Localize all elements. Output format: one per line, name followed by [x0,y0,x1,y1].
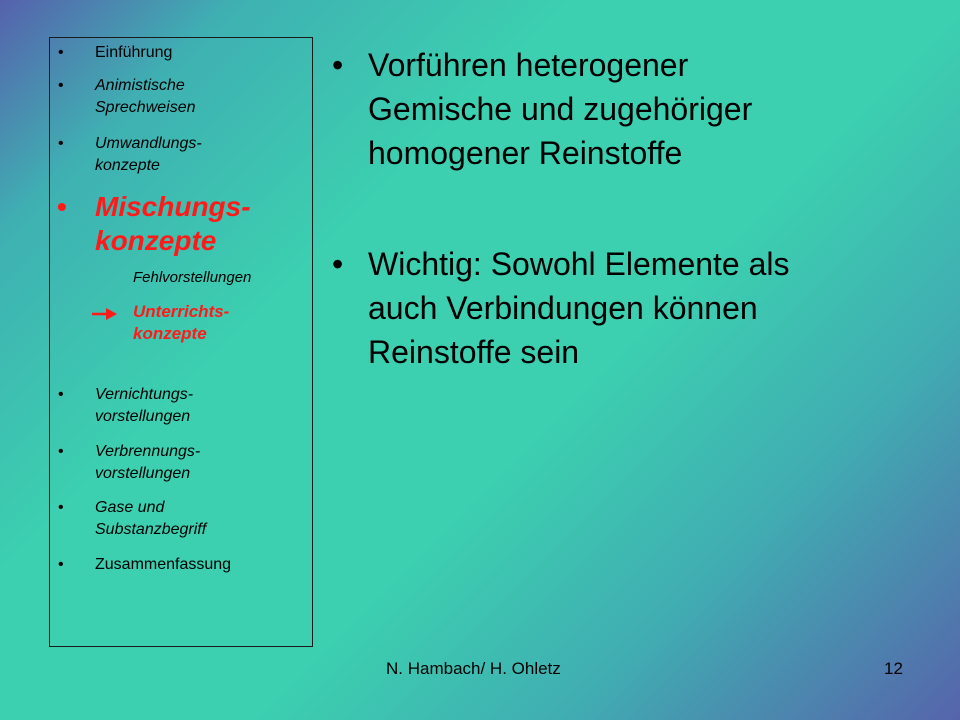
bullet-icon: • [58,44,64,61]
bullet-icon: • [57,191,67,222]
toc-item-einfuehrung[interactable] [58,42,173,64]
toc-item-gase-und-substanzbegriff[interactable] [58,497,207,541]
toc-item-label: Einführung [95,44,173,61]
toc-item-animistische-sprechweisen[interactable] [58,75,196,119]
main-point-line: Vorführen heterogener [368,47,689,83]
toc-item-zusammenfassung[interactable] [58,554,232,576]
toc-item-verbrennungsvorstellungen[interactable] [58,441,201,485]
toc-item-label-line2: Substanzbegriff [95,521,207,538]
bullet-icon: • [58,499,64,516]
toc-item-label-line1: Gase und [95,499,165,516]
toc-item-label-line2: konzepte [95,157,160,174]
toc-item-label-line1: Animistische [95,77,185,94]
bullet-icon: • [58,386,64,403]
bullet-icon: • [58,443,64,460]
footer-page-number: 12 [884,659,903,678]
toc-item-umwandlungskonzepte[interactable] [58,133,202,177]
toc-subitem-label-line2: konzepte [133,324,207,343]
main-bullet-icon: • [332,246,344,282]
toc-item-label-line2: vorstellungen [95,465,191,482]
main-bullet-icon: • [332,47,344,83]
toc-item-label: Zusammenfassung [95,556,232,573]
toc-subitem-label-line1: Unterrichts- [133,302,230,321]
main-point-line: homogener Reinstoffe [368,135,683,171]
main-point-2 [368,242,928,374]
main-point-line: Wichtig: Sowohl Elemente als [368,246,790,282]
toc-item-label-line1: Mischungs- [95,191,251,222]
toc-subitem-fehlvorstellungen[interactable] [133,267,251,289]
bullet-icon: • [58,135,64,152]
toc-item-label-line1: Umwandlungs- [95,135,202,152]
toc-item-vernichtungsvorstellungen[interactable] [58,384,194,428]
toc-item-label-line2: Sprechweisen [95,99,196,116]
footer-author: N. Hambach/ H. Ohletz [386,659,561,678]
toc-item-mischungskonzepte-active[interactable] [57,190,251,258]
toc-item-label-line2: vorstellungen [95,408,191,425]
main-point-1 [368,43,928,175]
toc-subitem-unterrichtskonzepte-active[interactable] [133,301,229,345]
arrow-right-icon [92,307,118,321]
toc-item-label-line2: konzepte [95,225,217,256]
main-point-line: Gemische und zugehöriger [368,91,753,127]
bullet-icon: • [58,556,64,573]
toc-subitem-label: Fehlvorstellungen [133,269,252,286]
toc-item-label-line1: Verbrennungs- [95,443,201,460]
toc-item-label-line1: Vernichtungs- [95,386,194,403]
bullet-icon: • [58,77,64,94]
main-point-line: Reinstoffe sein [368,334,580,370]
main-point-line: auch Verbindungen können [368,290,758,326]
